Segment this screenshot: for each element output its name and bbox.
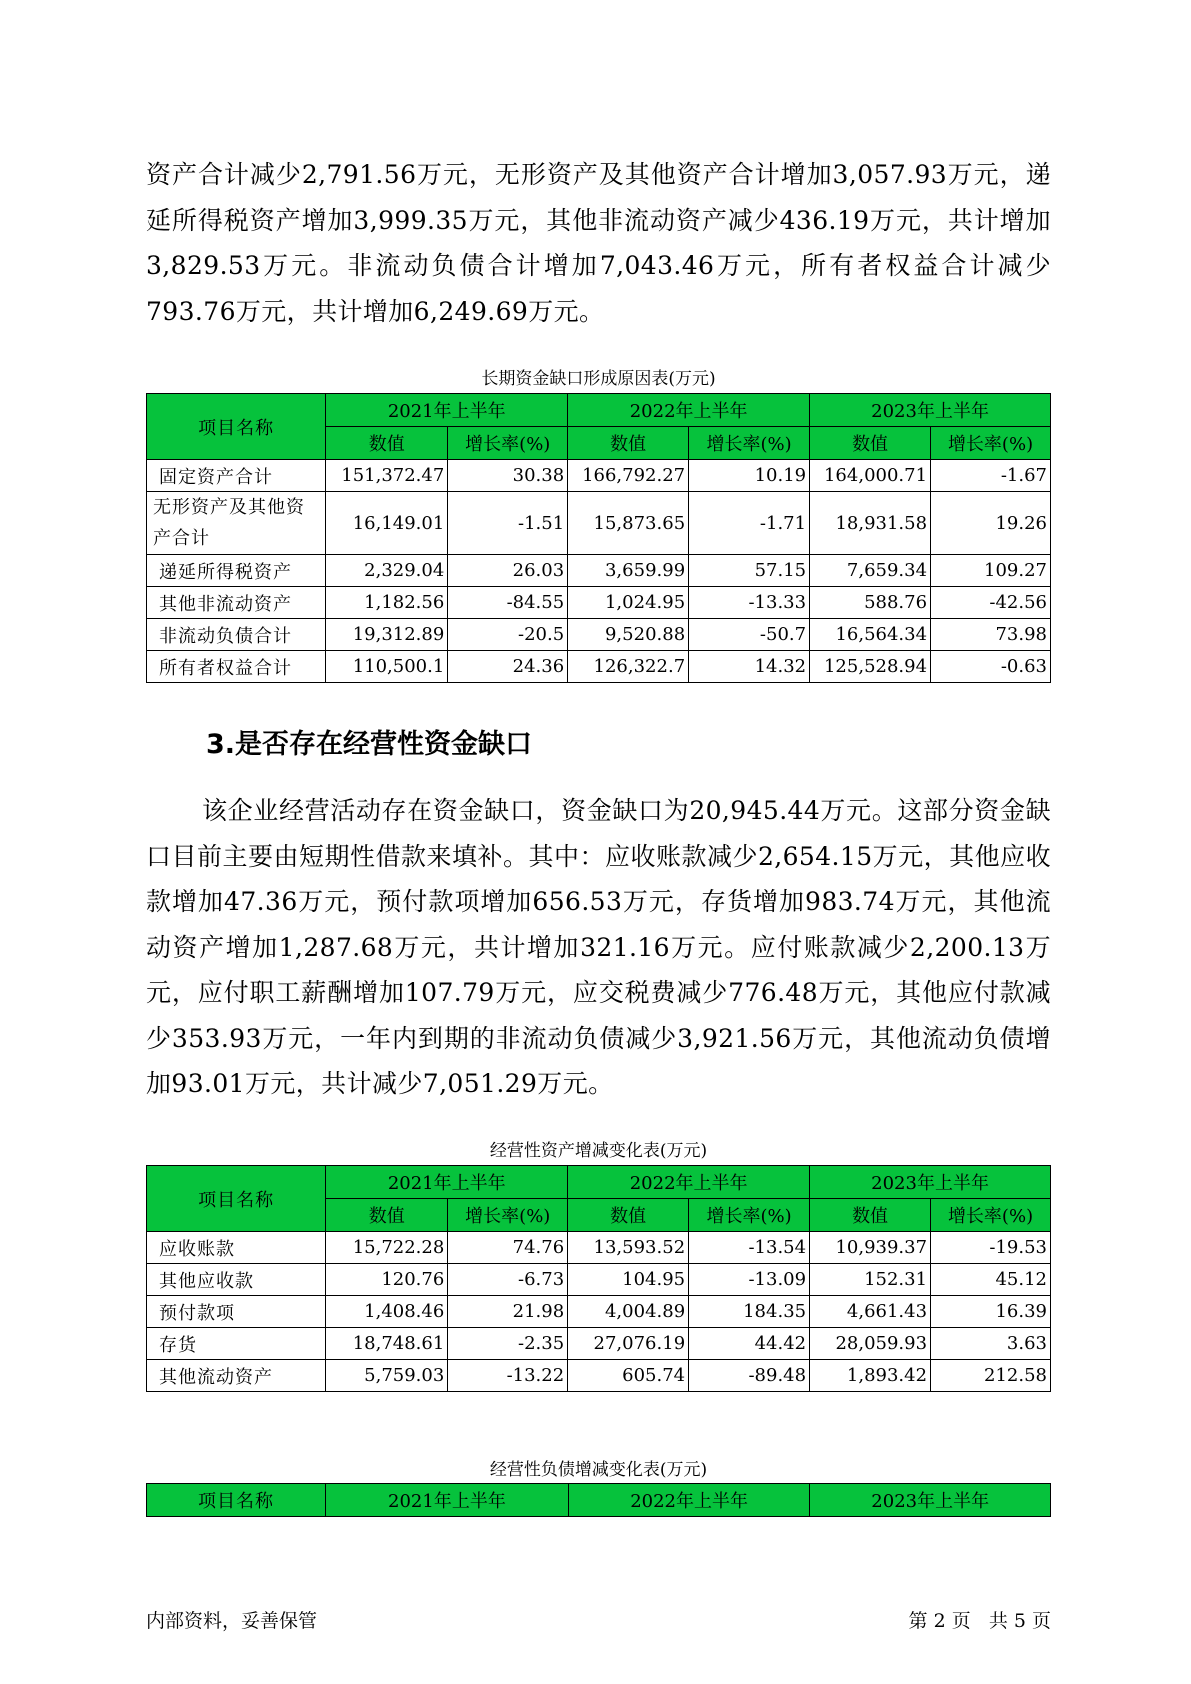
cell-value: 3,659.99 — [568, 555, 689, 587]
header-year-2021: 2021年上半年 — [326, 1166, 568, 1199]
table-row — [147, 651, 1051, 683]
cell-value: 605.74 — [568, 1360, 689, 1392]
cell-rate: -89.48 — [689, 1360, 810, 1392]
cell-value: 15,722.28 — [326, 1232, 448, 1264]
cell-rate: 74.76 — [448, 1232, 568, 1264]
table2-caption: 经营性资产增减变化表(万元) — [489, 1141, 708, 1161]
cell-value: 28,059.93 — [810, 1328, 931, 1360]
cell-value: 104.95 — [568, 1264, 689, 1296]
header-year-2021: 2021年上半年 — [326, 1484, 569, 1517]
row-label: 非流动负债合计 — [147, 619, 326, 651]
header-year-2023: 2023年上半年 — [810, 394, 1051, 427]
header-item-name: 项目名称 — [147, 1166, 326, 1232]
cell-value: 1,024.95 — [568, 587, 689, 619]
table-row — [147, 587, 1051, 619]
cell-rate: -1.51 — [448, 492, 568, 555]
row-label: 应收账款 — [147, 1232, 326, 1264]
cell-rate: -50.7 — [689, 619, 810, 651]
row-label: 固定资产合计 — [147, 460, 326, 492]
cell-rate: 212.58 — [931, 1360, 1051, 1392]
cell-rate: 57.15 — [689, 555, 810, 587]
cell-value: 4,004.89 — [568, 1296, 689, 1328]
cell-rate: -0.63 — [931, 651, 1051, 683]
row-label: 递延所得税资产 — [147, 555, 326, 587]
header-rate: 增长率(%) — [689, 1199, 810, 1232]
cell-rate: -13.22 — [448, 1360, 568, 1392]
paragraph-operating-gap: 该企业经营活动存在资金缺口，资金缺口为20,945.44万元。这部分资金缺口目前主要由短期性借款来填补。其中：应收账款减少2,654.15万元，其他应收款增加47.36万元，预付款项增加656.53万元，存货增加983.74万元，其他流动资产增加1,287.68万元，共计增加321.16万元。应付账款减少2,200.13万元，应付职工薪酬增加107.79万元，应交税费减少776.48万元，其他应付款减少353.93万元，一年内到期的非流动负债减少3,921.56万元，其他流动负债增加93.01万元，共计减少7,051.29万元。 — [146, 796, 1051, 1098]
row-label: 其他非流动资产 — [147, 587, 326, 619]
cell-value: 125,528.94 — [810, 651, 931, 683]
cell-rate: -13.33 — [689, 587, 810, 619]
cell-value: 16,564.34 — [810, 619, 931, 651]
operating-assets-table — [146, 1165, 1051, 1392]
header-rate: 增长率(%) — [931, 427, 1051, 460]
cell-rate: -84.55 — [448, 587, 568, 619]
cell-rate: -2.35 — [448, 1328, 568, 1360]
cell-rate: -1.67 — [931, 460, 1051, 492]
cell-rate: 184.35 — [689, 1296, 810, 1328]
cell-rate: 30.38 — [448, 460, 568, 492]
cell-value: 152.31 — [810, 1264, 931, 1296]
cell-value: 19,312.89 — [326, 619, 448, 651]
table-row — [147, 1296, 1051, 1328]
cell-value: 16,149.01 — [326, 492, 448, 555]
header-year-2021: 2021年上半年 — [326, 394, 568, 427]
table-row — [147, 460, 1051, 492]
cell-value: 9,520.88 — [568, 619, 689, 651]
cell-value: 126,322.7 — [568, 651, 689, 683]
row-label: 存货 — [147, 1328, 326, 1360]
cell-rate: 10.19 — [689, 460, 810, 492]
table-row — [147, 1264, 1051, 1296]
operating-liabilities-table — [146, 1483, 1051, 1517]
header-value: 数值 — [326, 427, 448, 460]
cell-rate: -6.73 — [448, 1264, 568, 1296]
table-row — [147, 1232, 1051, 1264]
header-rate: 增长率(%) — [448, 1199, 568, 1232]
table-row — [147, 555, 1051, 587]
row-label: 预付款项 — [147, 1296, 326, 1328]
cell-rate: -1.71 — [689, 492, 810, 555]
cell-value: 27,076.19 — [568, 1328, 689, 1360]
cell-rate: -42.56 — [931, 587, 1051, 619]
cell-value: 15,873.65 — [568, 492, 689, 555]
cell-rate: 26.03 — [448, 555, 568, 587]
header-item-name: 项目名称 — [147, 394, 326, 460]
row-label: 其他应收款 — [147, 1264, 326, 1296]
header-rate: 增长率(%) — [448, 427, 568, 460]
cell-rate: 14.32 — [689, 651, 810, 683]
row-label: 所有者权益合计 — [147, 651, 326, 683]
cell-value: 120.76 — [326, 1264, 448, 1296]
cell-value: 4,661.43 — [810, 1296, 931, 1328]
cell-value: 2,329.04 — [326, 555, 448, 587]
cell-rate: 24.36 — [448, 651, 568, 683]
cell-value: 10,939.37 — [810, 1232, 931, 1264]
footer-page-number: 第 2 页 共 5 页 — [908, 1610, 1051, 1632]
header-year-2022: 2022年上半年 — [568, 394, 810, 427]
cell-value: 13,593.52 — [568, 1232, 689, 1264]
header-row-years — [147, 1484, 1051, 1517]
header-year-2023: 2023年上半年 — [810, 1484, 1051, 1517]
section-heading: 3.是否存在经营性资金缺口 — [206, 729, 533, 760]
footer-confidential-note: 内部资料，妥善保管 — [146, 1610, 318, 1632]
table-row — [147, 1328, 1051, 1360]
cell-value: 166,792.27 — [568, 460, 689, 492]
header-value: 数值 — [568, 427, 689, 460]
cell-value: 18,748.61 — [326, 1328, 448, 1360]
cell-rate: 109.27 — [931, 555, 1051, 587]
cell-rate: 19.26 — [931, 492, 1051, 555]
cell-value: 110,500.1 — [326, 651, 448, 683]
cell-value: 1,893.42 — [810, 1360, 931, 1392]
header-value: 数值 — [326, 1199, 448, 1232]
cell-rate: 3.63 — [931, 1328, 1051, 1360]
cell-value: 588.76 — [810, 587, 931, 619]
row-label: 其他流动资产 — [147, 1360, 326, 1392]
cell-rate: -19.53 — [931, 1232, 1051, 1264]
cell-value: 164,000.71 — [810, 460, 931, 492]
header-row-years — [147, 394, 1051, 427]
header-year-2022: 2022年上半年 — [568, 1484, 810, 1517]
header-value: 数值 — [568, 1199, 689, 1232]
header-item-name: 项目名称 — [147, 1484, 326, 1517]
header-value: 数值 — [810, 427, 931, 460]
cell-value: 151,372.47 — [326, 460, 448, 492]
cell-rate: -13.09 — [689, 1264, 810, 1296]
header-year-2022: 2022年上半年 — [568, 1166, 810, 1199]
row-label: 无形资产及其他资产合计 — [147, 492, 326, 555]
paragraph-long-term-summary: 资产合计减少2,791.56万元，无形资产及其他资产合计增加3,057.93万元，递延所得税资产增加3,999.35万元，其他非流动资产减少436.19万元，共计增加3,829.53万元。非流动负债合计增加7,043.46万元，所有者权益合计减少793.76万元，共计增加6,249.69万元。 — [146, 160, 1051, 326]
cell-rate: -20.5 — [448, 619, 568, 651]
cell-rate: 45.12 — [931, 1264, 1051, 1296]
cell-rate: -13.54 — [689, 1232, 810, 1264]
cell-rate: 16.39 — [931, 1296, 1051, 1328]
table3-caption: 经营性负债增减变化表(万元) — [489, 1460, 708, 1480]
table-row — [147, 1360, 1051, 1392]
table1-caption: 长期资金缺口形成原因表(万元) — [481, 369, 716, 389]
header-year-2023: 2023年上半年 — [810, 1166, 1051, 1199]
header-row-years — [147, 1166, 1051, 1199]
long-term-gap-table — [146, 393, 1051, 683]
header-rate: 增长率(%) — [931, 1199, 1051, 1232]
cell-rate: 21.98 — [448, 1296, 568, 1328]
header-rate: 增长率(%) — [689, 427, 810, 460]
cell-value: 18,931.58 — [810, 492, 931, 555]
cell-value: 7,659.34 — [810, 555, 931, 587]
table-row — [147, 619, 1051, 651]
cell-value: 1,182.56 — [326, 587, 448, 619]
cell-rate: 44.42 — [689, 1328, 810, 1360]
cell-value: 1,408.46 — [326, 1296, 448, 1328]
table-row — [147, 492, 1051, 555]
header-value: 数值 — [810, 1199, 931, 1232]
cell-value: 5,759.03 — [326, 1360, 448, 1392]
cell-rate: 73.98 — [931, 619, 1051, 651]
